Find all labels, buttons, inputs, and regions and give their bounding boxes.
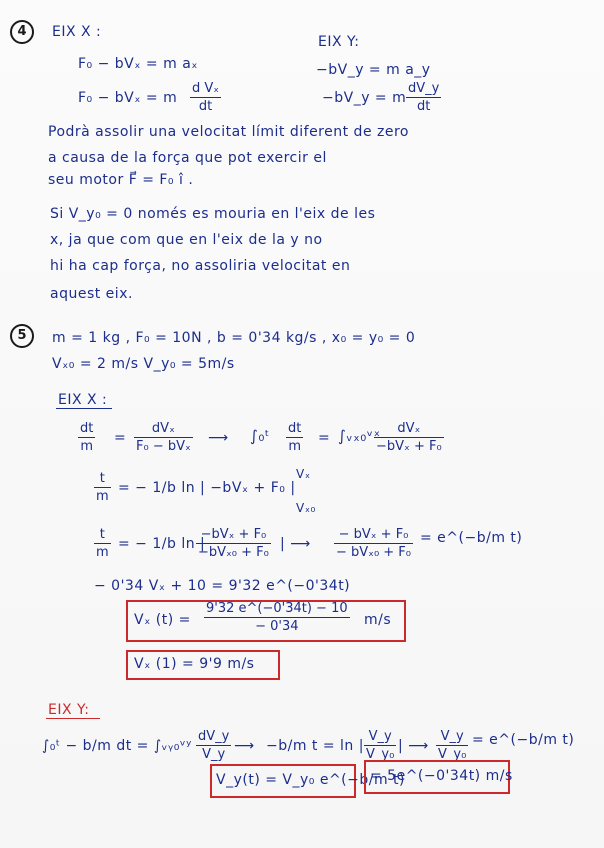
- q5-y-rhs: = e^(−b/m t): [472, 732, 575, 748]
- fraction-denominator: F₀ − bVₓ: [136, 439, 191, 454]
- fraction-numerator: −bVₓ + F₀: [196, 528, 271, 544]
- q5-y-integral-left: ∫₀ᵗ − b/m dt = ∫ᵥᵧ₀ᵛʸ: [42, 738, 192, 754]
- q5-x-line2-rhs: = − 1/b ln | −bVₓ + F₀ |: [118, 480, 296, 496]
- q4-y-axis-heading: EIX Y:: [318, 34, 360, 50]
- q5-given-values-line-2: Vₓ₀ = 2 m/s V_y₀ = 5m/s: [52, 356, 235, 372]
- q5-x-line1-frac-a: [78, 422, 95, 454]
- q5-x-line3-frac: [94, 528, 111, 560]
- q5-x-result-at-1s: Vₓ (1) = 9'9 m/s: [134, 656, 255, 672]
- fraction-numerator: dV_y: [198, 729, 230, 744]
- fraction-denominator: V_y₀: [438, 747, 467, 762]
- fraction-numerator: − bVₓ + F₀: [334, 528, 413, 544]
- fraction-numerator: 9'32 e^(−0'34t) − 10: [206, 601, 348, 616]
- fraction-denominator: dt: [416, 99, 431, 114]
- q5-given-values-line-1: m = 1 kg , F₀ = 10N , b = 0'34 kg/s , x₀ = y₀ = 0: [52, 330, 416, 346]
- fraction-denominator: m: [80, 439, 94, 454]
- q5-y-abs-frac: [364, 730, 396, 762]
- q5-y-frac-1: [196, 730, 231, 762]
- fraction-denominator: V_y: [202, 747, 226, 762]
- q4-x-axis-heading: EIX X :: [52, 24, 102, 40]
- equals-sign: =: [114, 430, 127, 446]
- q5-x-result-unit: m/s: [364, 612, 392, 628]
- fraction-numerator: V_y: [364, 730, 396, 746]
- q5-x-line3-abs-frac: [196, 528, 271, 560]
- q5-y-result-value: = 5e^(−0'34t) m/s: [370, 768, 513, 784]
- q5-x-line1-frac-c: [286, 422, 303, 454]
- q5-x-line1-frac-b: [134, 422, 193, 454]
- q4-paragraph-2-line-1: Si V_y₀ = 0 només es mouria en l'eix de les: [50, 206, 376, 222]
- q5-x-line1-frac-d: [374, 422, 444, 454]
- heading-underline: [56, 408, 112, 409]
- q4-y-equation-1: −bV_y = m a_y: [316, 62, 431, 78]
- q5-x-line3-middle: = − 1/b ln |: [118, 536, 206, 552]
- fraction-numerator: d Vₓ: [192, 81, 220, 96]
- arrow-icon: | ⟶: [398, 738, 429, 754]
- fraction-numerator: dV_y: [408, 81, 440, 96]
- q5-x-line2-lower-limit: Vₓ₀: [296, 501, 316, 515]
- arrow-icon: ⟶: [208, 430, 229, 446]
- fraction-numerator: dVₓ: [134, 422, 193, 438]
- fraction-denominator: −bVₓ₀ + F₀: [198, 545, 269, 560]
- heading-underline: [46, 718, 100, 719]
- fraction-denominator: m: [96, 489, 109, 504]
- q5-y-axis-heading: EIX Y:: [48, 702, 90, 718]
- q5-x-line3-frac-2: [334, 528, 413, 560]
- question-number-5: 5: [10, 324, 34, 348]
- q4-paragraph-2-line-3: hi ha cap força, no assoliria velocitat en: [50, 258, 351, 274]
- fraction-denominator: m: [288, 439, 302, 454]
- fraction-denominator: m: [96, 545, 109, 560]
- q5-x-line2-upper-limit: Vₓ: [296, 467, 311, 481]
- q5-x-line1-integral-2: ∫ᵥₓ₀ᵛˣ: [338, 427, 381, 445]
- q4-paragraph-1-line-3: seu motor F⃗ = F₀ î .: [48, 172, 194, 188]
- fraction-denominator: dt: [198, 99, 213, 114]
- q5-x-line4: − 0'34 Vₓ + 10 = 9'32 e^(−0'34t): [94, 578, 351, 594]
- fraction-numerator: dVₓ: [374, 422, 444, 438]
- q5-y-frac-2: [436, 730, 468, 762]
- q5-x-line3-rhs: = e^(−b/m t): [420, 530, 523, 546]
- q5-y-middle: −b/m t = ln |: [266, 738, 364, 754]
- q4-y-equation-2-left: −bV_y = m: [322, 90, 407, 106]
- q4-x-equation-1: F₀ − bVₓ = m aₓ: [78, 56, 198, 72]
- q4-paragraph-2-line-4: aquest eix.: [50, 286, 133, 302]
- question-number-4: 4: [10, 20, 34, 44]
- fraction-denominator: − bVₓ₀ + F₀: [336, 545, 411, 560]
- fraction-denominator: − 0'34: [255, 619, 299, 634]
- fraction-denominator: −bVₓ + F₀: [376, 439, 442, 454]
- arrow-icon: ⟶: [234, 738, 255, 754]
- q5-x-line2-frac: [94, 472, 111, 504]
- q5-x-result-lhs: Vₓ (t) =: [134, 612, 191, 628]
- q4-x-equation-2-left: F₀ − bVₓ = m: [78, 90, 178, 106]
- q4-paragraph-2-line-2: x, ja que com que en l'eix de la y no: [50, 232, 323, 248]
- arrow-icon: | ⟶: [280, 536, 311, 552]
- q4-paragraph-1-line-2: a causa de la força que pot exercir el: [48, 150, 327, 166]
- fraction-numerator: V_y: [436, 730, 468, 746]
- q4-paragraph-1-line-1: Podrà assolir una velocitat límit diferent de zero: [48, 124, 409, 140]
- fraction-numerator: t: [94, 472, 111, 488]
- q5-y-result: V_y(t) = V_y₀ e^(−b/m t): [216, 772, 406, 788]
- fraction-numerator: dt: [80, 421, 94, 436]
- fraction-denominator: V_y₀: [366, 747, 395, 762]
- q4-x-equation-2-fraction: [190, 82, 221, 114]
- equals-sign: =: [318, 430, 331, 446]
- q5-x-line1-integral-1: ∫₀ᵗ: [250, 427, 270, 445]
- q5-x-axis-heading: EIX X :: [58, 392, 108, 408]
- fraction-numerator: t: [94, 528, 111, 544]
- q4-y-equation-2-fraction: [406, 82, 441, 114]
- fraction-numerator: dt: [288, 421, 302, 436]
- q5-x-result-frac: [204, 602, 350, 634]
